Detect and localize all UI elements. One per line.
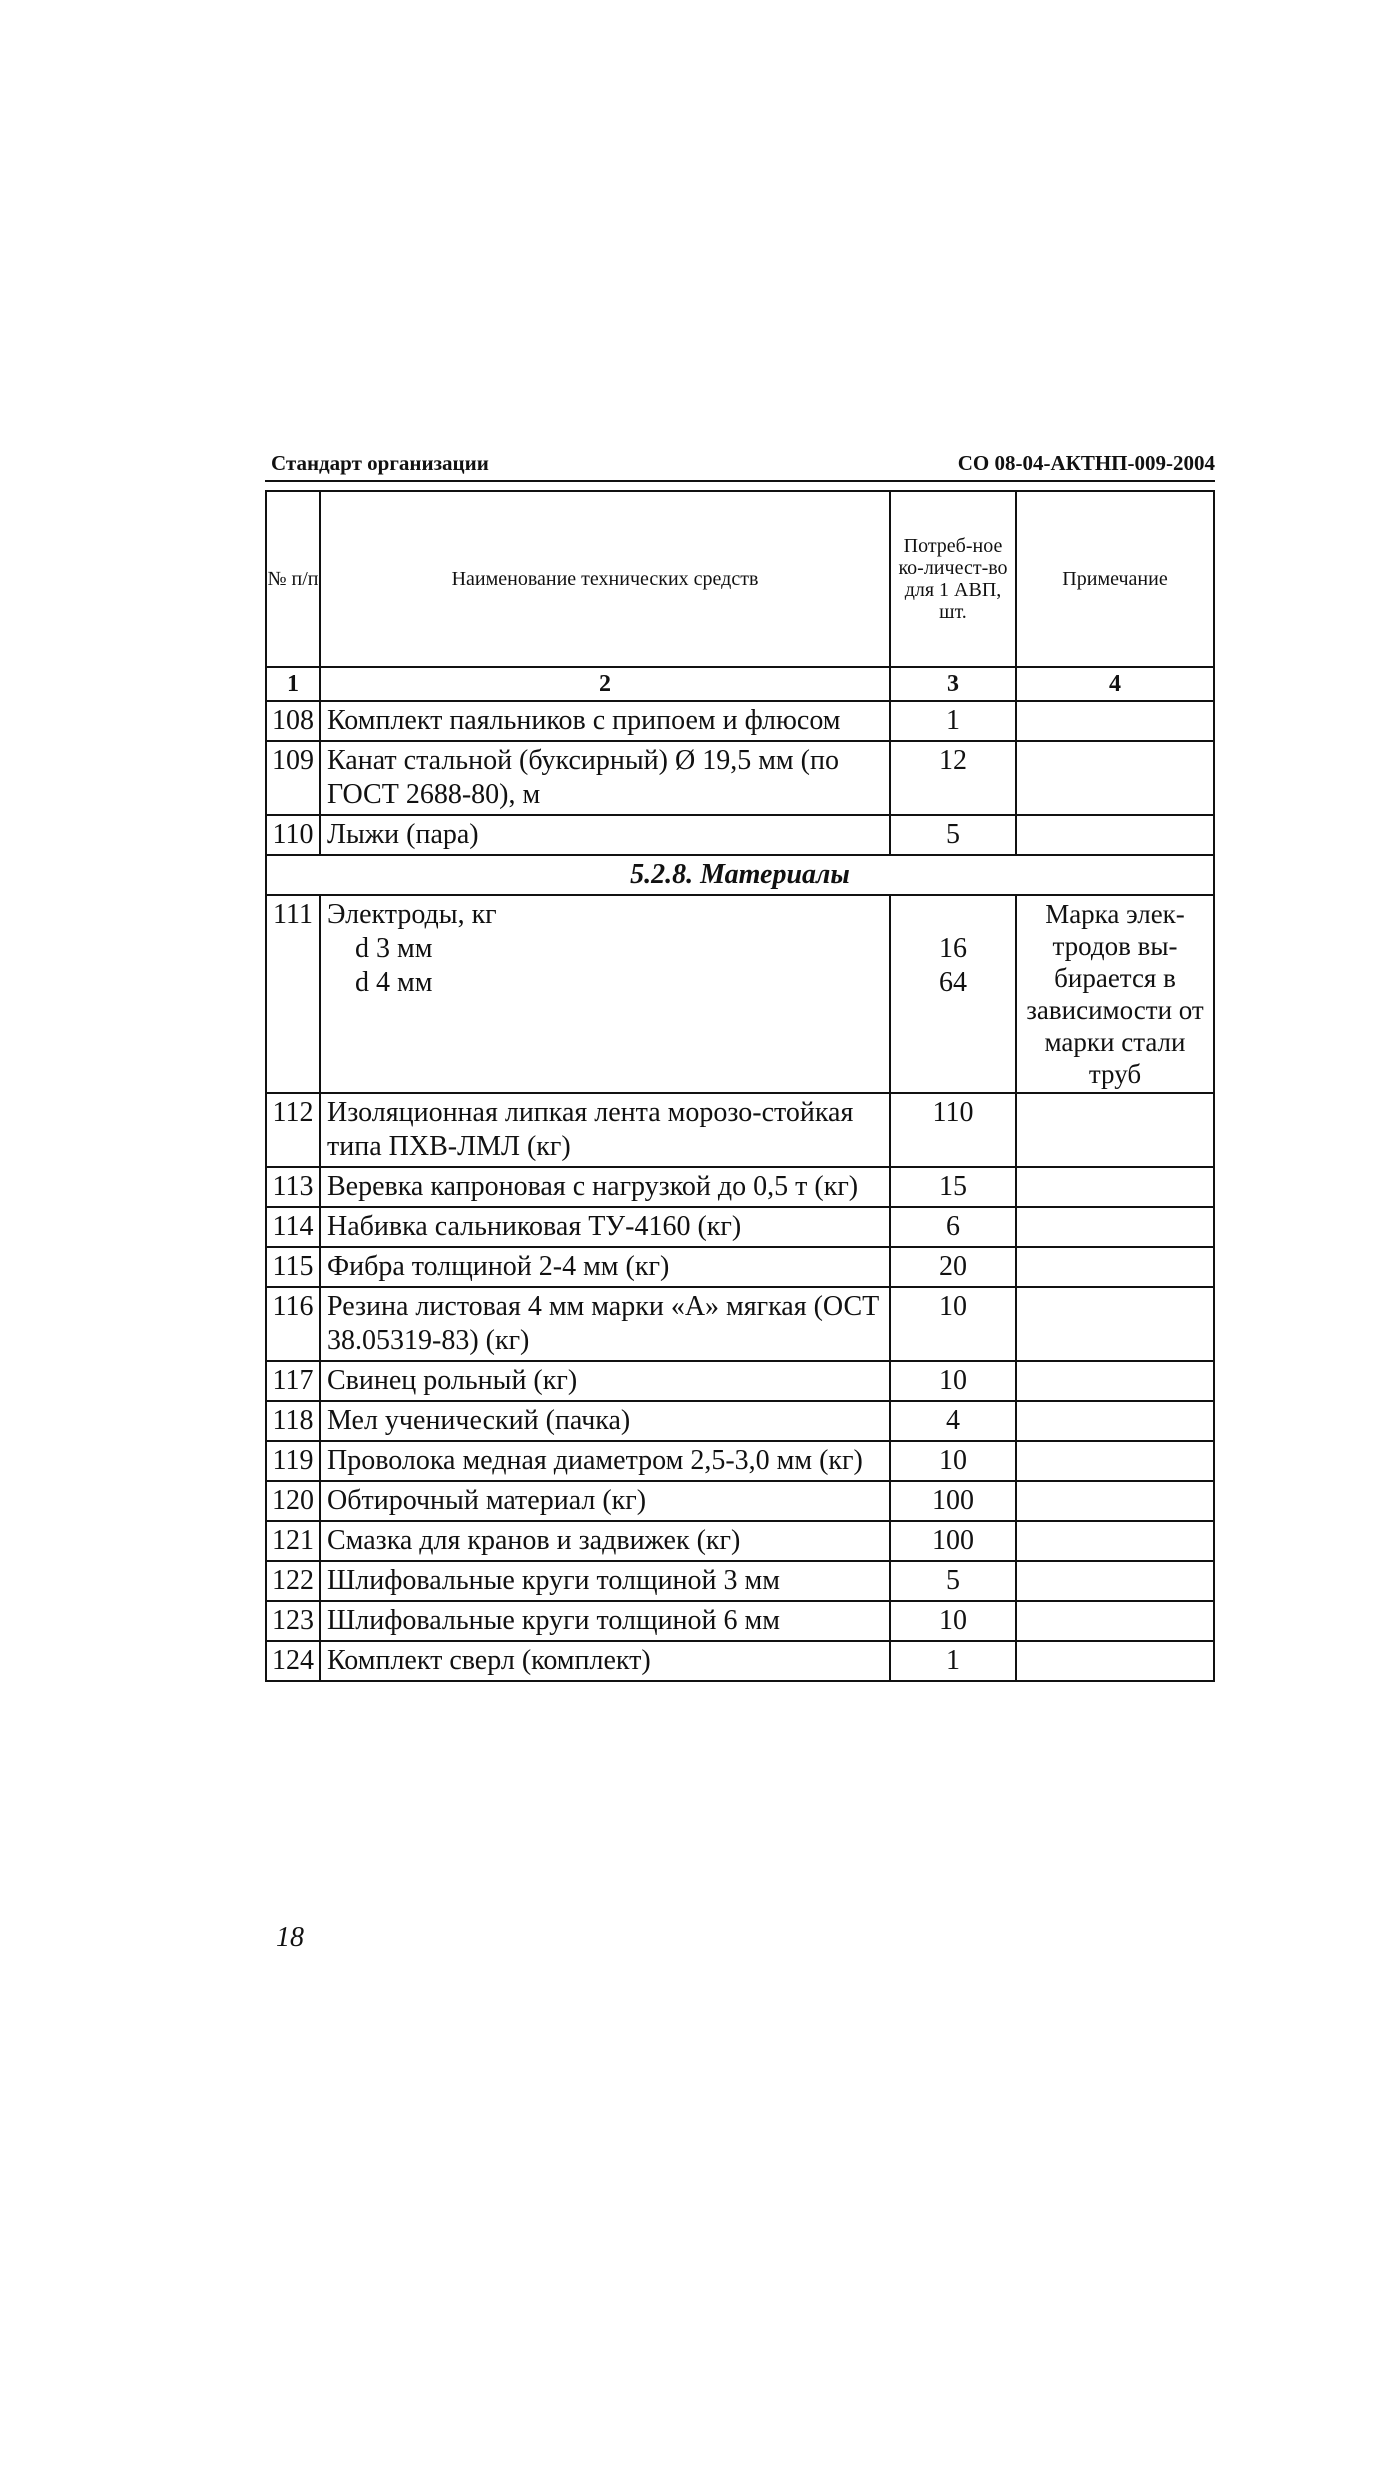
- table-row: [266, 1287, 1214, 1361]
- row-note: [1016, 1521, 1214, 1561]
- column-index: 2: [320, 667, 890, 701]
- row-name: Проволока медная диаметром 2,5-3,0 мм (кг): [320, 1441, 890, 1481]
- row-name: Смазка для кранов и задвижек (кг): [320, 1521, 890, 1561]
- row-number: 114: [266, 1207, 320, 1247]
- row-name-sub: d 4 мм: [355, 967, 433, 998]
- table-row: [266, 1207, 1214, 1247]
- table-row: [266, 1093, 1214, 1167]
- row-name: Изоляционная липкая лента морозо-стойкая типа ПХВ-ЛМЛ (кг): [320, 1093, 890, 1167]
- row-quantity: 10: [890, 1601, 1016, 1641]
- row-quantity: 5: [890, 1561, 1016, 1601]
- row-quantity: 15: [890, 1167, 1016, 1207]
- row-name-sub: d 3 мм: [355, 933, 433, 964]
- row-name: Шлифовальные круги толщиной 6 мм: [320, 1601, 890, 1641]
- row-number: 113: [266, 1167, 320, 1207]
- col-header-number: № п/п: [266, 491, 320, 667]
- table-row: [266, 895, 1214, 1093]
- row-name: Обтирочный материал (кг): [320, 1481, 890, 1521]
- table-row: [266, 1481, 1214, 1521]
- row-note: [1016, 1207, 1214, 1247]
- row-note: [1016, 1441, 1214, 1481]
- table-row: [266, 1401, 1214, 1441]
- col-header-note: Примечание: [1016, 491, 1214, 667]
- row-number: 121: [266, 1521, 320, 1561]
- row-name: Канат стальной (буксирный) Ø 19,5 мм (по ГОСТ 2688-80), м: [320, 741, 890, 815]
- row-quantity-sub: 16: [939, 933, 967, 964]
- col-header-quantity: Потреб-ное ко-личест-во для 1 АВП, шт.: [890, 491, 1016, 667]
- col-header-name: Наименование технических средств: [320, 491, 890, 667]
- table-row: [266, 815, 1214, 855]
- row-note: [1016, 701, 1214, 741]
- row-name: Мел ученический (пачка): [320, 1401, 890, 1441]
- row-number: 111: [266, 895, 320, 1093]
- table-row: [266, 1441, 1214, 1481]
- table-row: [266, 1521, 1214, 1561]
- row-number: 117: [266, 1361, 320, 1401]
- header-document-code: СО 08-04-АКТНП-009-2004: [957, 451, 1215, 475]
- row-note: [1016, 1401, 1214, 1441]
- row-name: Комплект паяльников с припоем и флюсом: [320, 701, 890, 741]
- column-index: 4: [1016, 667, 1214, 701]
- section-title: 5.2.8. Материалы: [266, 855, 1214, 895]
- row-name: Свинец рольный (кг): [320, 1361, 890, 1401]
- row-note: [1016, 1167, 1214, 1207]
- row-quantity: 20: [890, 1247, 1016, 1287]
- page-content: [265, 440, 1215, 1682]
- row-quantity: 5: [890, 815, 1016, 855]
- row-quantity: 110: [890, 1093, 1016, 1167]
- row-number: 123: [266, 1601, 320, 1641]
- row-note: [1016, 1247, 1214, 1287]
- section-row: [266, 855, 1214, 895]
- table-row: [266, 1561, 1214, 1601]
- column-index: 3: [890, 667, 1016, 701]
- row-quantity: 1: [890, 701, 1016, 741]
- row-name: [320, 895, 890, 1093]
- row-name: Лыжи (пара): [320, 815, 890, 855]
- equipment-table: [265, 490, 1215, 1682]
- row-number: 124: [266, 1641, 320, 1681]
- row-number: 109: [266, 741, 320, 815]
- row-quantity: 12: [890, 741, 1016, 815]
- row-note: [1016, 815, 1214, 855]
- row-quantity: 100: [890, 1481, 1016, 1521]
- table-row: [266, 741, 1214, 815]
- table-row: [266, 701, 1214, 741]
- row-quantity: 10: [890, 1441, 1016, 1481]
- row-note: [1016, 1093, 1214, 1167]
- page-number: 18: [276, 1922, 304, 1953]
- row-name: Фибра толщиной 2-4 мм (кг): [320, 1247, 890, 1287]
- row-number: 119: [266, 1441, 320, 1481]
- row-quantity: 100: [890, 1521, 1016, 1561]
- row-name: Резина листовая 4 мм марки «А» мягкая (ОСТ 38.05319-83) (кг): [320, 1287, 890, 1361]
- row-note: [1016, 1481, 1214, 1521]
- row-number: 115: [266, 1247, 320, 1287]
- table-row: [266, 1361, 1214, 1401]
- row-name: Шлифовальные круги толщиной 3 мм: [320, 1561, 890, 1601]
- row-number: 122: [266, 1561, 320, 1601]
- row-name: Набивка сальниковая ТУ-4160 (кг): [320, 1207, 890, 1247]
- column-index: 1: [266, 667, 320, 701]
- row-quantity: 1: [890, 1641, 1016, 1681]
- row-name: Веревка капроновая с нагрузкой до 0,5 т (кг): [320, 1167, 890, 1207]
- row-number: 120: [266, 1481, 320, 1521]
- row-number: 108: [266, 701, 320, 741]
- header-organization: Стандарт организации: [271, 451, 489, 475]
- row-note: [1016, 1287, 1214, 1361]
- table-row: [266, 1641, 1214, 1681]
- row-note: [1016, 1601, 1214, 1641]
- table-row: [266, 1167, 1214, 1207]
- row-quantity: 6: [890, 1207, 1016, 1247]
- row-number: 116: [266, 1287, 320, 1361]
- row-note: [1016, 1561, 1214, 1601]
- row-name: Комплект сверл (комплект): [320, 1641, 890, 1681]
- row-number: 110: [266, 815, 320, 855]
- row-quantity: 10: [890, 1361, 1016, 1401]
- row-note: [1016, 741, 1214, 815]
- row-note: [1016, 1641, 1214, 1681]
- page-header: [265, 440, 1215, 482]
- table-row: [266, 1247, 1214, 1287]
- row-quantity: [890, 895, 1016, 1093]
- row-note: Марка элек-тродов вы-бирается в зависимости от марки стали труб: [1016, 895, 1214, 1093]
- column-index-row: [266, 667, 1214, 701]
- row-quantity-sub: 64: [939, 967, 967, 998]
- row-quantity: 4: [890, 1401, 1016, 1441]
- row-number: 118: [266, 1401, 320, 1441]
- row-note: [1016, 1361, 1214, 1401]
- row-number: 112: [266, 1093, 320, 1167]
- table-header-row: [266, 491, 1214, 667]
- table-row: [266, 1601, 1214, 1641]
- row-name-main: Электроды, кг: [327, 899, 497, 930]
- row-quantity: 10: [890, 1287, 1016, 1361]
- material-rows: [266, 1093, 1214, 1681]
